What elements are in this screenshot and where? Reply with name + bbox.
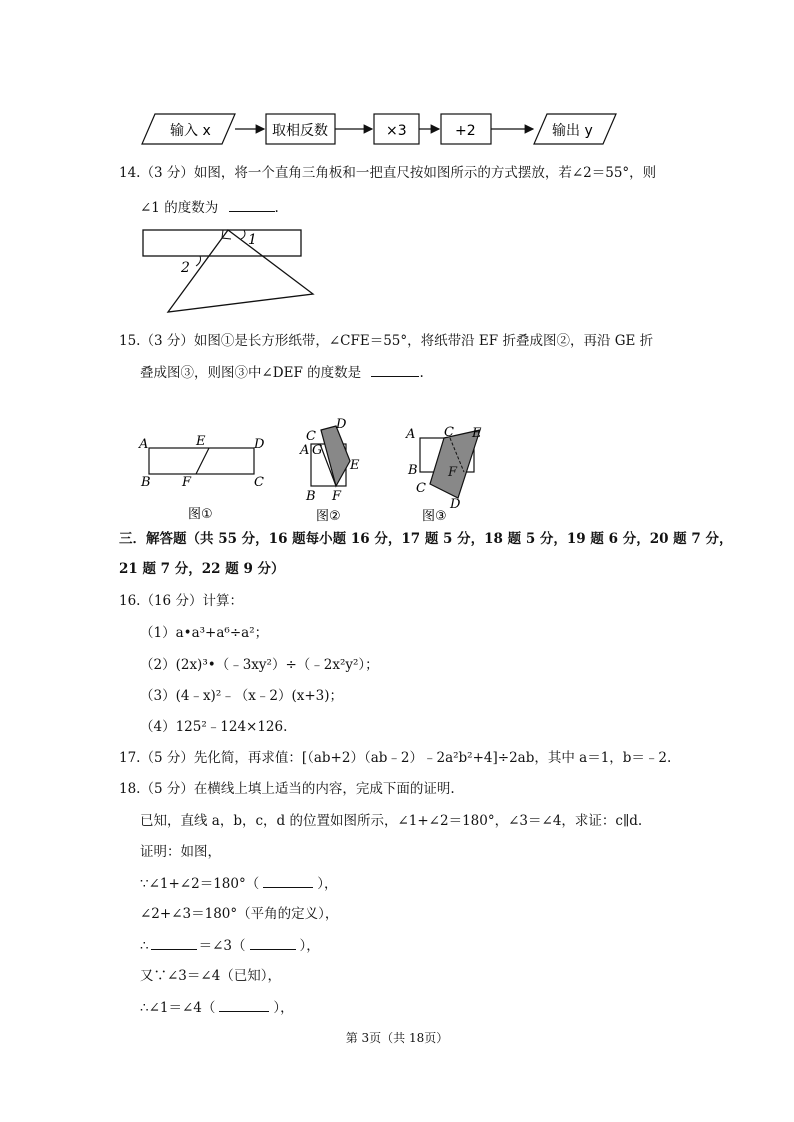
q17-text: 17.（5 分）先化简，再求值：[（ab+2）（ab﹣2）﹣2a²b²+4]÷2ab，其中 a＝1，b＝﹣2. — [119, 750, 672, 766]
q18-step3-mid: ＝∠3（ — [198, 938, 246, 954]
section3-line2: 21 题 7 分，22 题 9 分） — [119, 561, 285, 577]
flow-input-label: 输入 x — [170, 123, 211, 139]
q18-step1-close: ）， — [317, 876, 338, 892]
q15-fig3 — [402, 420, 494, 526]
q18-step1 — [140, 873, 337, 894]
fig2-label-C: C — [306, 429, 316, 444]
q15-fig1 — [134, 432, 274, 524]
q15-end: . — [419, 365, 424, 381]
q15-answer-blank[interactable] — [371, 362, 419, 377]
q14-answer-blank[interactable] — [229, 197, 275, 212]
q18-title: 18.（5 分）在横线上填上适当的内容，完成下面的证明. — [119, 781, 455, 797]
q16-title: 16.（16 分）计算： — [119, 593, 243, 609]
fig3-label-B: B — [408, 463, 418, 478]
q14-line2 — [140, 197, 279, 218]
flow-step2-label: ×3 — [386, 123, 407, 139]
fig3-label-F: F — [448, 465, 458, 480]
fig1-label-B: B — [141, 475, 151, 490]
fig2-label-D: D — [336, 417, 347, 432]
flow-output-label: 输出 y — [552, 123, 593, 139]
fig3-caption: 图③ — [422, 509, 447, 524]
q16-part2: （2）(2x)³•（﹣3xy²）÷（﹣2x²y²）； — [140, 657, 379, 673]
fig3-label-A: A — [406, 427, 416, 442]
q15-line2-text: 叠成图③，则图③中∠DEF 的度数是 — [140, 365, 362, 381]
fig2-label-B: B — [306, 489, 316, 504]
fig3-label-C2: C — [416, 481, 426, 496]
flow-step3-label: +2 — [455, 123, 476, 139]
page-footer: 第 3页（共 18页） — [345, 1031, 449, 1045]
q18-step1-text: ∵∠1+∠2＝180°（ — [140, 876, 260, 892]
fig1-label-F: F — [182, 475, 192, 490]
q18-step3-close: ）， — [299, 938, 320, 954]
fig3-label-C: C — [444, 425, 454, 440]
q18-given: 已知，直线 a，b，c，d 的位置如图所示，∠1+∠2＝180°，∠3＝∠4，求证：c∥d. — [140, 813, 643, 829]
fig3-label-E: E — [472, 426, 482, 441]
q18-step3-blank-a[interactable] — [151, 935, 197, 950]
q18-step3-therefore: ∴ — [140, 938, 149, 954]
section3-line1: 三．解答题（共 55 分，16 题每小题 16 分，17 题 5 分，18 题 5 分，19 题 6 分，20 题 7 分， — [119, 531, 733, 547]
q18-step4: 又∵∠3＝∠4（已知）， — [140, 968, 282, 984]
q14-end: . — [274, 200, 279, 216]
q18-step5 — [140, 997, 294, 1018]
q14-line1: 14.（3 分）如图，将一个直角三角板和一把直尺按如图所示的方式摆放，若∠2＝55°，则 — [119, 165, 657, 181]
fig1-label-D: D — [254, 437, 265, 452]
q18-proof-label: 证明：如图， — [140, 844, 221, 860]
q18-step5-text: ∴∠1＝∠4（ — [140, 1000, 216, 1016]
fig1-caption: 图① — [188, 507, 213, 522]
q15-line1: 15.（3 分）如图①是长方形纸带，∠CFE＝55°，将纸带沿 EF 折叠成图②，再沿 GE 折 — [119, 333, 654, 349]
q18-step3 — [140, 935, 320, 956]
fig2-caption: 图② — [316, 509, 341, 524]
q14-figure — [138, 226, 318, 318]
q18-step5-close: ）， — [273, 1000, 294, 1016]
q15-fig2 — [296, 414, 376, 526]
fig2-label-F: F — [332, 489, 342, 504]
fig1-label-C: C — [254, 475, 264, 490]
fig3-label-D: D — [450, 497, 461, 512]
fig2-label-E: E — [350, 458, 360, 473]
flowchart — [140, 108, 630, 152]
fig1-label-E: E — [196, 434, 206, 449]
q16-part4: （4）125²﹣124×126. — [140, 719, 288, 735]
q16-part1: （1）a•a³+a⁶÷a²； — [140, 625, 269, 641]
q15-line2 — [140, 362, 424, 383]
q18-step5-blank[interactable] — [219, 997, 269, 1012]
fig2-label-G: G — [312, 443, 323, 458]
fig2-label-A: A — [300, 443, 310, 458]
q14-line2-text: ∠1 的度数为 — [140, 200, 219, 216]
q18-step3-blank-b[interactable] — [250, 935, 296, 950]
flow-step1-label: 取相反数 — [272, 123, 328, 139]
q18-step1-blank[interactable] — [263, 873, 313, 888]
q16-part3: （3）(4﹣x)²﹣（x﹣2）(x+3)； — [140, 688, 343, 704]
fig1-label-A: A — [139, 437, 149, 452]
ruler — [143, 230, 301, 256]
angle2-label: 2 — [181, 260, 190, 276]
q18-step2: ∠2+∠3＝180°（平角的定义）， — [140, 906, 339, 922]
angle1-label: 1 — [248, 232, 257, 248]
